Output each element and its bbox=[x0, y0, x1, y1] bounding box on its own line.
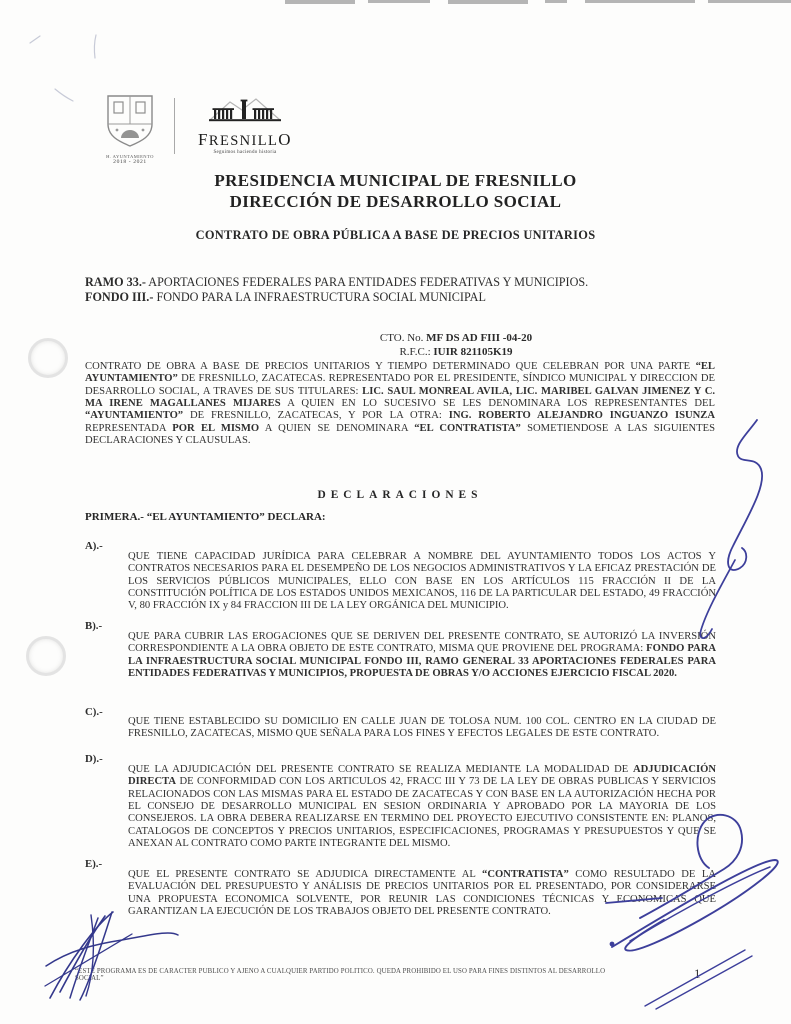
contract-rfc: R.F.C.: IUIR 821105K19 bbox=[399, 345, 513, 358]
declaration-label-c: C).- bbox=[85, 706, 103, 718]
crest-caption bbox=[98, 154, 162, 165]
declaration-body-b: QUE PARA CUBRIR LAS EROGACIONES QUE SE DERIVEN DEL PRESENTE CONTRATO, SE AUTORIZÓ LA INVERSIÓN CORRESPONDIENTE A LA OBRA OBJETO DE ESTE CONTRATO, MISMA QUE PROVIENE DEL PROGRAMA: FONDO PARA LA INFRAESTRUCTURA SOCIAL MUNICIPAL FONDO III, RAMO GENERAL 33 APORTACIONES FEDERALES PARA ENTIDADES FEDERATIVAS Y MUNICIPIOS, PROPUESTA DE OBRAS Y/O ACCIONES EJERCICIO FISCAL 2020. bbox=[128, 631, 716, 680]
declaration-body-a: QUE TIENE CAPACIDAD JURÍDICA PARA CELEBRAR A NOMBRE DEL AYUNTAMIENTO TODOS LOS ACTOS Y CONTRATOS NECESARIOS PARA EL DESEMPEÑO DE LOS NEGOCIOS ADMINISTRATIVOS Y LA EFICAZ PRESTACIÓN DE LOS SERVICIOS PÚBLICOS MUNICIPALES, ELLO CON BASE EN LOS ARTÍCULOS 115 FRACCIÓN II DE LA CONSTITUCIÓN POLÍTICA DE LOS ESTADOS UNIDOS MEXICANOS, 116 DE LA PARTICULAR DEL ESTADO, 49 FRACCIÓN V, 80 FRACCIÓN IX y 84 FRACCION III DE LA LEY ORGÁNICA DEL MUNICIPIO. bbox=[128, 551, 716, 612]
contract-subtitle: CONTRATO DE OBRA PÚBLICA A BASE DE PRECIOS UNITARIOS bbox=[195, 228, 596, 242]
declaration-label-d: D).- bbox=[85, 753, 103, 765]
fresnillo-monument-icon bbox=[206, 96, 284, 124]
witness-signature bbox=[45, 912, 178, 1000]
declaration-body-d: QUE LA ADJUDICACIÓN DEL PRESENTE CONTRATO SE REALIZA MEDIANTE LA MODALIDAD DE ADJUDICACIÓN DIRECTA DE CONFORMIDAD CON LOS ARTICULOS 42, FRACC III Y 73 DE LA LEY DE OBRAS PUBLICAS Y SERVICIOS RELACIONADOS CON LAS MISMAS PARA EL ESTADO DE ZACATECAS Y CON BASE EN LA AUTORIZACIÓN HECHA POR EL CONSEJO DE DESARROLLO MUNICIPAL EN SESION ORDINARIA Y APROBADO POR LA MAYORIA DE LOS CONSEJEROS. LA OBRA DEBERA REALIZARSE EN TERMINO DEL PROYECTO EJECUTIVO CONSISTENTE EN: PLANOS, CATALOGOS DE CONCEPTOS Y PRECIOS UNITARIOS, ESPECIFICACIONES, PROGRAMAS Y PRESUPUESTOS Y QUE SE ANEXAN AL CONTRATO COMO PARTE INTEGRANTE DEL MISMO. bbox=[128, 764, 716, 850]
title-line-2: DIRECCIÓN DE DESARROLLO SOCIAL bbox=[229, 191, 562, 211]
contract-reference bbox=[300, 332, 612, 360]
footer-disclaimer: “ESTE PROGRAMA ES DE CARACTER PUBLICO Y AJENO A CUALQUIER PARTIDO POLITICO. QUEDA PROHIBIDO EL USO PARA FINES DISTINTOS AL DESARROLLO SOCIAL” bbox=[75, 968, 606, 982]
program-line-fondo: FONDO III.- FONDO PARA LA INFRAESTRUCTURA SOCIAL MUNICIPAL bbox=[85, 290, 486, 305]
fresnillo-tagline: Seguimos haciendo historia bbox=[213, 150, 277, 155]
crest-shield-icon bbox=[105, 94, 155, 148]
contract-number: CTO. No. MF DS AD FIII -04-20 bbox=[379, 332, 533, 344]
crest-caption-years: 2018 - 2021 bbox=[113, 159, 147, 165]
fresnillo-wordmark: FRESNILLO bbox=[198, 130, 292, 149]
crest-caption-line1: H. AYUNTAMIENTO bbox=[106, 154, 154, 159]
page-number: 1 bbox=[694, 966, 701, 981]
intro-paragraph: CONTRATO DE OBRA A BASE DE PRECIOS UNITARIOS Y TIEMPO DETERMINADO QUE CELEBRAN POR UNA PARTE “EL AYUNTAMIENTO” DE FRESNILLO, ZACATECAS. REPRESENTADO POR EL PRESIDENTE, SÍNDICO MUNICIPAL Y DIRECCION DE DESARROLLO SOCIAL, A TRAVES DE SUS TITULARES: LIC. SAUL MONREAL AVILA, LIC. MARIBEL GALVAN JIMENEZ Y C. MA IRENE MAGALLANES MIJARES A QUIEN EN LO SUCESIVO SE LES DENOMINARA LOS REPRESENTANTES DEL “AYUNTAMIENTO” DE FRESNILLO, ZACATECAS, Y POR LA OTRA: ING. ROBERTO ALEJANDRO INGUANZO ISUNZA REPRESENTADA POR EL MISMO A QUIEN SE DENOMINARA “EL CONTRATISTA” SOMETIENDOSE A LAS SIGUIENTES DECLARACIONES Y CLAUSULAS. bbox=[85, 361, 716, 447]
letterhead-divider bbox=[174, 98, 175, 154]
letterhead bbox=[98, 94, 305, 165]
pen-check-marks bbox=[30, 35, 96, 101]
title-line-1: PRESIDENCIA MUNICIPAL DE FRESNILLO bbox=[214, 171, 577, 190]
declarations-heading: DECLARACIONES bbox=[317, 489, 483, 501]
declaration-label-b: B).- bbox=[85, 620, 103, 632]
fresnillo-logo bbox=[185, 94, 305, 155]
declaration-body-c: QUE TIENE ESTABLECIDO SU DOMICILIO EN CALLE JUAN DE TOLOSA NUM. 100 COL. CENTRO EN LA CIUDAD DE FRESNILLO, ZACATECAS, MISMO QUE SEÑALA PARA LOS FINES Y EFECTOS LEGALES DE ESTE CONTRATO. bbox=[128, 716, 716, 740]
declaration-body-e: QUE EL PRESENTE CONTRATO SE ADJUDICA DIRECTAMENTE AL “CONTRATISTA” COMO RESULTADO DE LA EVALUACIÓN DEL PRESUPUESTO Y ANÁLISIS DE PRECIOS UNITARIOS POR EL PRESENTADO, POR CONSIDERARSE UNA PROPUESTA ECONOMICA SOLVENTE, POR REUNIR LAS CONDICIONES TÉCNICAS Y ECONOMICAS QUE GARANTIZAN LA EJECUCIÓN DE LOS TRABAJOS OBJETO DEL PRESENTE CONTRATO. bbox=[128, 869, 717, 918]
primera-heading: PRIMERA.- “EL AYUNTAMIENTO” DECLARA: bbox=[85, 511, 326, 523]
punch-hole bbox=[26, 636, 66, 676]
page-title bbox=[0, 171, 791, 212]
punch-hole bbox=[28, 338, 68, 378]
declaration-label-a: A).- bbox=[85, 540, 103, 552]
declaration-label-e: E).- bbox=[85, 858, 103, 870]
municipal-crest-logo bbox=[98, 94, 162, 165]
program-heading bbox=[85, 275, 733, 306]
program-line-ramo: RAMO 33.- APORTACIONES FEDERALES PARA ENTIDADES FEDERATIVAS Y MUNICIPIOS. bbox=[85, 275, 589, 289]
